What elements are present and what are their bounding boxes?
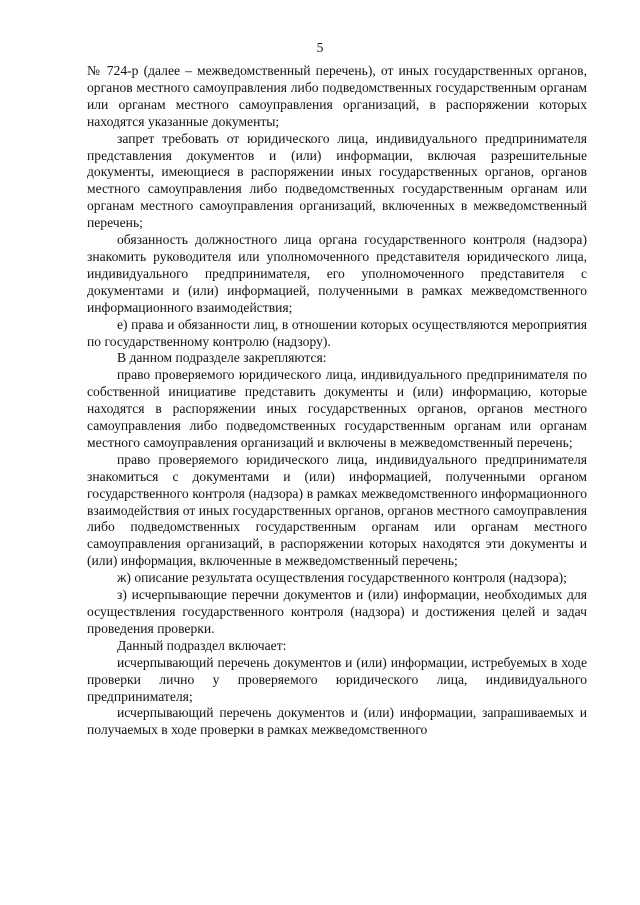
paragraph-subsection-intro: В данном подразделе закрепляются: xyxy=(117,350,327,366)
document-body xyxy=(87,63,587,739)
paragraph-item-e: е) права и обязанности лиц, в отношении которых осуществляются мероприятия по государственному контролю (надзору). xyxy=(87,316,587,349)
paragraph-item-z: з) исчерпывающие перечни документов и (или) информации, необходимых для осуществления государственного контроля (надзора) и достижения целей и задач проведения проверки. xyxy=(87,587,587,636)
paragraph-list-personal: исчерпывающий перечень документов и (или) информации, истребуемых в ходе проверки лично у проверяемого юридического лица, индивидуального предпринимателя; xyxy=(87,654,587,704)
paragraph-official-obligation: обязанность должностного лица органа государственного контроля (надзора) знакомить руководителя или уполномоченного представителя юридического лица, индивидуального предпринимателя, его уполномоченного представителя с документами и (или) информацией, полученными в рамках межведомственного информационного взаимодействия; xyxy=(87,232,587,315)
paragraph-list-interagency: исчерпывающий перечень документов и (или) информации, запрашиваемых и получаемых в ходе проверки в рамках межведомственного xyxy=(87,705,587,738)
paragraph-request-prohibition: запрет требовать от юридического лица, индивидуального предпринимателя представления документов и (или) информации, включая разрешительные документы, имеющиеся в распоряжении иных государственных органов, органов местного самоуправления либо подведомственных государственным органам или органам местного самоуправления организаций, включенных в межведомственный перечень; xyxy=(87,130,587,231)
page-number: 5 xyxy=(316,40,324,55)
paragraph-subsection-includes: Данный подраздел включает: xyxy=(117,637,287,653)
paragraph-item-zh: ж) описание результата осуществления государственного контроля (надзора); xyxy=(117,570,567,586)
paragraph-right-to-review: право проверяемого юридического лица, индивидуального предпринимателя знакомиться с документами и (или) информацией, полученными органом государственного контроля (надзора) в рамках межведомственного информационного взаимодействия от иных государственных органов, органов местного самоуправления либо подведомственных государственным органам или органам местного самоуправления организаций, в распоряжении которых находятся эти документы и (или) информация, включенные в межведомственный перечень; xyxy=(87,451,587,569)
paragraph-right-to-submit: право проверяемого юридического лица, индивидуального предпринимателя по собственной инициативе представить документы и (или) информацию, которые находятся в распоряжении иных государственных органов, органов местного самоуправления либо подведомственных государственным органам или органам местного самоуправления организаций и включены в межведомственный перечень; xyxy=(87,367,587,450)
paragraph-continuation: № 724-р (далее – межведомственный перечень), от иных государственных органов, органов местного самоуправления либо подведомственных государственным органам или органам местного самоуправления организаций, в распоряжении которых находятся указанные документы; xyxy=(87,63,587,129)
